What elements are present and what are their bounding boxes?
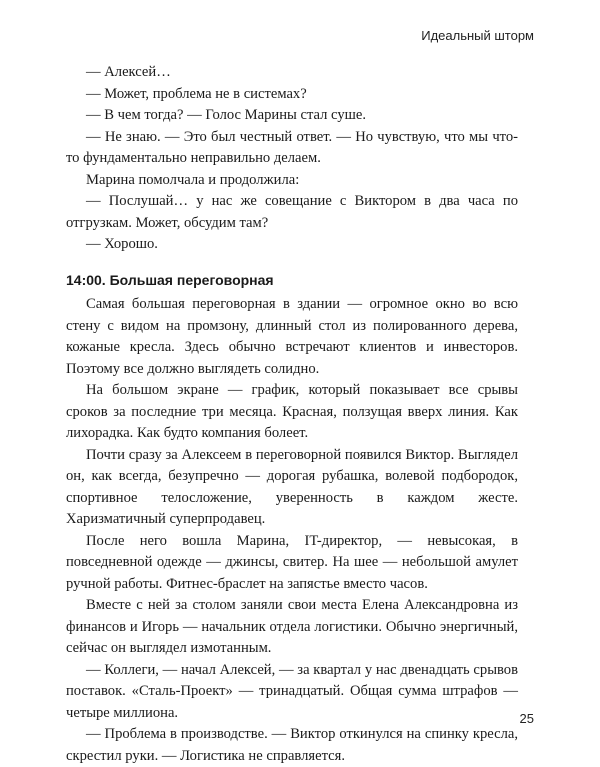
running-head: Идеальный шторм <box>421 28 534 43</box>
paragraph: Вместе с ней за столом заняли свои места Елена Александровна из финансов и Игорь — начальник отдела логистики. Обычно энергичный, сейчас он выглядел измотанным. <box>66 597 518 656</box>
paragraph: — Коллеги, — начал Алексей, — за квартал у нас двенадцать срывов поставок. «Сталь-Проект» — тринадцатый. Общая сумма штрафов — четыре миллиона. <box>66 661 518 721</box>
paragraph: — Не знаю. — Это был честный ответ. — Но чувствую, что мы что-то фундаментально неправильно делаем. <box>66 128 518 166</box>
paragraph: Самая большая переговорная в здании — огромное окно во всю стену с видом на промзону, длинный стол из полированного дерева, кожаные кресла. Здесь обычно встречают клиентов и инвесторов. Поэтому все должно выглядеть солидно. <box>66 296 518 377</box>
page-number: 25 <box>519 711 534 726</box>
page-body <box>66 62 518 767</box>
paragraph: На большом экране — график, который показывает все срывы сроков за последние три месяца. Красная, ползущая вверх линия. Как лихорадка. Как будто компания болеет. <box>66 382 518 441</box>
paragraph: — В чем тогда? — Голос Марины стал суше. <box>86 107 367 123</box>
paragraph: После него вошла Марина, IT-директор, — невысокая, в повседневной одежде — джинсы, свитер. На шее — небольшой амулет ручной работы. Фитнес-браслет на запястье вместо часов. <box>66 532 518 592</box>
paragraph: — Послушай… у нас же совещание с Виктором в два часа по отгрузкам. Может, обсудим там? <box>66 193 518 231</box>
paragraph: Марина помолчала и продолжила: <box>86 171 300 188</box>
paragraph: — Проблема в производстве. — Виктор откинулся на спинку кресла, скрестил руки. — Логистика не справляется. <box>66 726 518 764</box>
section-heading: 14:00. Большая переговорная <box>66 271 274 288</box>
paragraph: — Алексей… <box>86 64 171 80</box>
paragraph: Почти сразу за Алексеем в переговорной появился Виктор. Выглядел он, как всегда, безупречно — дорогая рубашка, волевой подбородок, спортивное телосложение, уверенность в каждом жесте. Харизматичный суперпродавец. <box>66 446 518 527</box>
paragraph: — Хорошо. <box>86 236 158 252</box>
paragraph: — Может, проблема не в системах? <box>86 85 307 102</box>
